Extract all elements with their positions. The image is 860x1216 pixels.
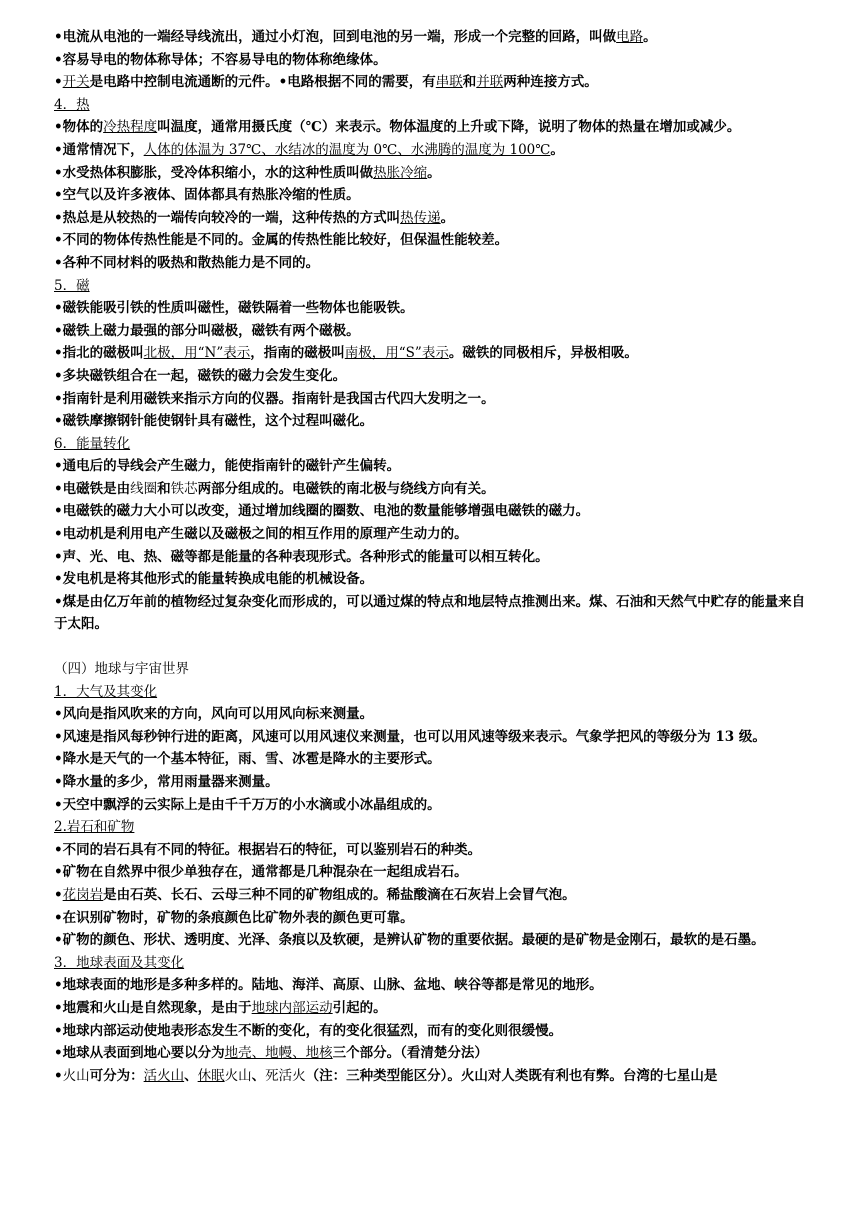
bullet-item (54, 703, 860, 726)
bullet-item (54, 1042, 860, 1065)
text-segment: 火山 (224, 1067, 252, 1084)
underlined-term: 开关 (62, 74, 90, 91)
underlined-term: 地壳、地幔、地核 (224, 1045, 333, 1062)
bullet-item (54, 884, 860, 907)
bullet-item (54, 591, 814, 636)
text-segment: •物体的 (54, 119, 104, 136)
text-segment: 。 (643, 29, 657, 45)
text-segment: •空气以及许多液体、固体都具有热胀冷缩的性质。 (54, 187, 360, 204)
text-segment: •指南针是利用磁铁来指示方向的仪器。指南针是我国古代四大发明之一。 (54, 390, 495, 407)
text-segment: 两部分组成的。电磁铁的南北极与绕线方向有关。 (197, 480, 495, 497)
text-segment: 线圈 (130, 480, 158, 497)
text-segment: 和 (157, 480, 171, 497)
bullet-item (54, 974, 860, 997)
bullet-item (54, 861, 860, 884)
text-segment: •电流从电池的一端经导线流出，通过小灯泡，回到电池的另一端，形成一个完整的回路，叫做 (54, 29, 617, 45)
bullet-item (54, 207, 860, 230)
text-segment: •电动机是利用电产生磁以及磁极之间的相互作用的原理产生动力的。 (54, 526, 468, 543)
text-segment: •水受热体积膨胀，受冷体积缩小，水的这种性质叫做 (54, 164, 374, 181)
bullet-item (54, 139, 860, 162)
text-segment: •地球从表面到地心要以分为 (54, 1045, 225, 1062)
text-segment: •通常情况下， (54, 141, 144, 158)
text-segment: 、 (184, 1067, 198, 1084)
text-segment: 死活火 (265, 1067, 306, 1084)
section-heading (54, 816, 860, 839)
text-segment: 。 (440, 209, 455, 226)
text-segment: ，指南的磁极叫 (250, 345, 345, 362)
bullet-item (54, 794, 860, 817)
underlined-term: 花岗岩 (62, 886, 104, 903)
text-segment: 铁芯 (170, 480, 198, 497)
bullet-item (54, 929, 814, 952)
section-heading (54, 952, 860, 975)
text-segment: •声、光、电、热、磁等都是能量的各种表现形式。各种形式的能量可以相互转化。 (54, 548, 549, 565)
text-segment: 三个部分。（看清楚分法） (332, 1045, 488, 1062)
underlined-term: 人体的体温为 37℃、水结冰的温度为 0℃、水沸腾的温度为 100℃ (143, 141, 551, 158)
text-segment: 可分为： (89, 1067, 144, 1084)
text-segment: 。磁铁的同极相斥，异极相吸。 (448, 345, 638, 362)
text-segment: •不同的物体传热性能是不同的。金属的传热性能比较好，但保温性能较差。 (54, 232, 509, 249)
underlined-term: 冷热程度 (103, 119, 158, 136)
bullet-item (54, 49, 860, 72)
text-segment: •磁铁能吸引铁的性质叫磁性，磁铁隔着一些物体也能吸铁。 (54, 300, 414, 317)
text-segment: •指北的磁极叫 (54, 345, 144, 362)
underlined-term: 地球内部运动 (251, 999, 333, 1016)
text-segment: •矿物在自然界中很少单独存在，通常都是几种混杂在一起组成岩石。 (54, 864, 468, 881)
text-segment: •磁铁上磁力最强的部分叫磁极，磁铁有两个磁极。 (54, 322, 360, 339)
text-segment: • (54, 74, 63, 91)
underlined-term: 休眠 (197, 1067, 225, 1084)
underlined-term: 北极，用“N”表示 (143, 345, 251, 362)
text-segment: 叫温度，通常用摄氏度（℃）来表示。物体温度的上升或下降，说明了物体的热量在增加或减少。 (157, 119, 741, 136)
text-segment: 火山 (62, 1067, 90, 1084)
bullet-item (54, 839, 860, 862)
underlined-term: 活火山 (143, 1067, 185, 1084)
text-segment: •热总是从较热的一端传向较冷的一端，这种传热的方式叫 (54, 209, 401, 226)
bullet-item (54, 388, 860, 411)
text-segment: 是电路中控制电流通断的元件。•电路根据不同的需要，有 (89, 74, 436, 91)
bullet-item (54, 500, 860, 523)
bullet-item (54, 748, 860, 771)
underlined-term: 3．地球表面及其变化 (54, 954, 185, 971)
blank-line (54, 636, 860, 658)
bullet-item (54, 478, 860, 501)
section-heading (54, 658, 860, 681)
bullet-item (54, 342, 860, 365)
text-segment: •在识别矿物时，矿物的条痕颜色比矿物外表的颜色更可靠。 (54, 909, 414, 926)
text-segment: •地震和火山是自然现象，是由于 (54, 999, 252, 1016)
text-segment: •各种不同材料的吸热和散热能力是不同的。 (54, 254, 320, 271)
text-segment: •容易导电的物体称导体；不容易导电的物体称绝缘体。 (54, 51, 387, 68)
bullet-item (54, 455, 860, 478)
text-segment: •磁铁摩擦钢针能使钢针具有磁性，这个过程叫磁化。 (54, 413, 374, 430)
bullet-item (54, 410, 860, 433)
text-segment: • (54, 886, 63, 903)
bullet-item (54, 907, 860, 930)
section-heading (54, 681, 860, 704)
text-segment: 。 (427, 164, 441, 181)
bullet-item (54, 162, 860, 185)
underlined-term: 2.岩石和矿物 (54, 819, 135, 836)
text-segment: •地球表面的地形是多种多样的。陆地、海洋、高原、山脉、盆地、峡谷等都是常见的地形。 (54, 977, 603, 994)
bullet-item (54, 1065, 860, 1088)
underlined-term: 南极，用“S”表示 (344, 345, 449, 362)
bullet-item (54, 116, 860, 139)
text-segment: •多块磁铁组合在一起，磁铁的磁力会发生变化。 (54, 367, 347, 384)
bullet-item (54, 26, 860, 49)
text-segment: •风速是指风每秒钟行进的距离，风速可以用风速仪来测量，也可以用风速等级来表示。气象学把风的等级分为 13 级。 (54, 728, 766, 745)
text-segment: •电磁铁的磁力大小可以改变，通过增加线圈的圈数、电池的数量能够增强电磁铁的磁力。 (54, 503, 590, 520)
text-segment: 是由石英、长石、云母三种不同的矿物组成的。稀盐酸滴在石灰岩上会冒气泡。 (103, 886, 576, 903)
text-segment: •天空中飘浮的云实际上是由千千万万的小水滴或小冰晶组成的。 (54, 796, 441, 813)
bullet-item (54, 184, 860, 207)
section-heading (54, 433, 860, 456)
text-segment: （注：三种类型能区分）。火山对人类既有利也有弊。台湾的七星山是 (305, 1067, 718, 1084)
text-segment: •降水量的多少，常用雨量器来测量。 (54, 774, 279, 790)
bullet-item (54, 365, 860, 388)
section-heading (54, 275, 860, 298)
text-segment: •地球内部运动使地表形态发生不断的变化，有的变化很猛烈，而有的变化则很缓慢。 (54, 1022, 563, 1039)
text-segment: • (54, 1067, 63, 1084)
bullet-item (54, 320, 860, 343)
section-heading (54, 94, 860, 117)
bullet-item (54, 252, 860, 275)
text-segment: •发电机是将其他形式的能量转换成电能的机械设备。 (54, 571, 374, 588)
text-segment: 引起的。 (332, 999, 387, 1016)
text-segment: •降水是天气的一个基本特征，雨、雪、冰雹是降水的主要形式。 (54, 751, 441, 768)
text-segment: •电磁铁是由 (54, 480, 131, 497)
bullet-item (54, 546, 860, 569)
underlined-term: 并联 (476, 74, 504, 91)
bullet-item (54, 771, 860, 794)
bullet-item (54, 71, 860, 94)
bullet-item (54, 568, 860, 591)
text-segment: •通电后的导线会产生磁力，能使指南针的磁针产生偏转。 (54, 458, 401, 475)
text-segment: •不同的岩石具有不同的特征。根据岩石的特征，可以鉴别岩石的种类。 (54, 841, 482, 858)
underlined-term: 4．热 (54, 96, 90, 113)
bullet-item (54, 1020, 860, 1043)
bullet-item (54, 523, 860, 546)
text-segment: •风向是指风吹来的方向，风向可以用风向标来测量。 (54, 706, 374, 723)
text-segment: 两种连接方式。 (503, 74, 598, 91)
underlined-term: 1．大气及其变化 (54, 683, 158, 700)
text-segment: 、 (251, 1067, 266, 1084)
underlined-term: 电路 (616, 29, 644, 45)
text-segment: •煤是由亿万年前的植物经过复杂变化而形成的，可以通过煤的特点和地层特点推测出来。煤、石油和天然气中贮存的能量来自于太阳。 (54, 593, 806, 633)
bullet-item (54, 726, 814, 749)
text-segment: 和 (462, 74, 477, 91)
bullet-item (54, 997, 860, 1020)
underlined-term: 热胀冷缩 (373, 164, 428, 181)
underlined-term: 热传递 (400, 209, 441, 226)
text-segment: •矿物的颜色、形状、透明度、光泽、条痕以及软硬，是辨认矿物的重要依据。最硬的是矿物是金刚石，最软的是石墨。 (54, 932, 765, 949)
bullet-item (54, 297, 860, 320)
bullet-item (54, 229, 860, 252)
text-segment: （四）地球与宇宙世界 (54, 661, 189, 678)
underlined-term: 串联 (435, 74, 463, 91)
underlined-term: 6．能量转化 (54, 435, 131, 452)
text-segment: 。 (550, 141, 564, 158)
underlined-term: 5．磁 (54, 277, 90, 294)
